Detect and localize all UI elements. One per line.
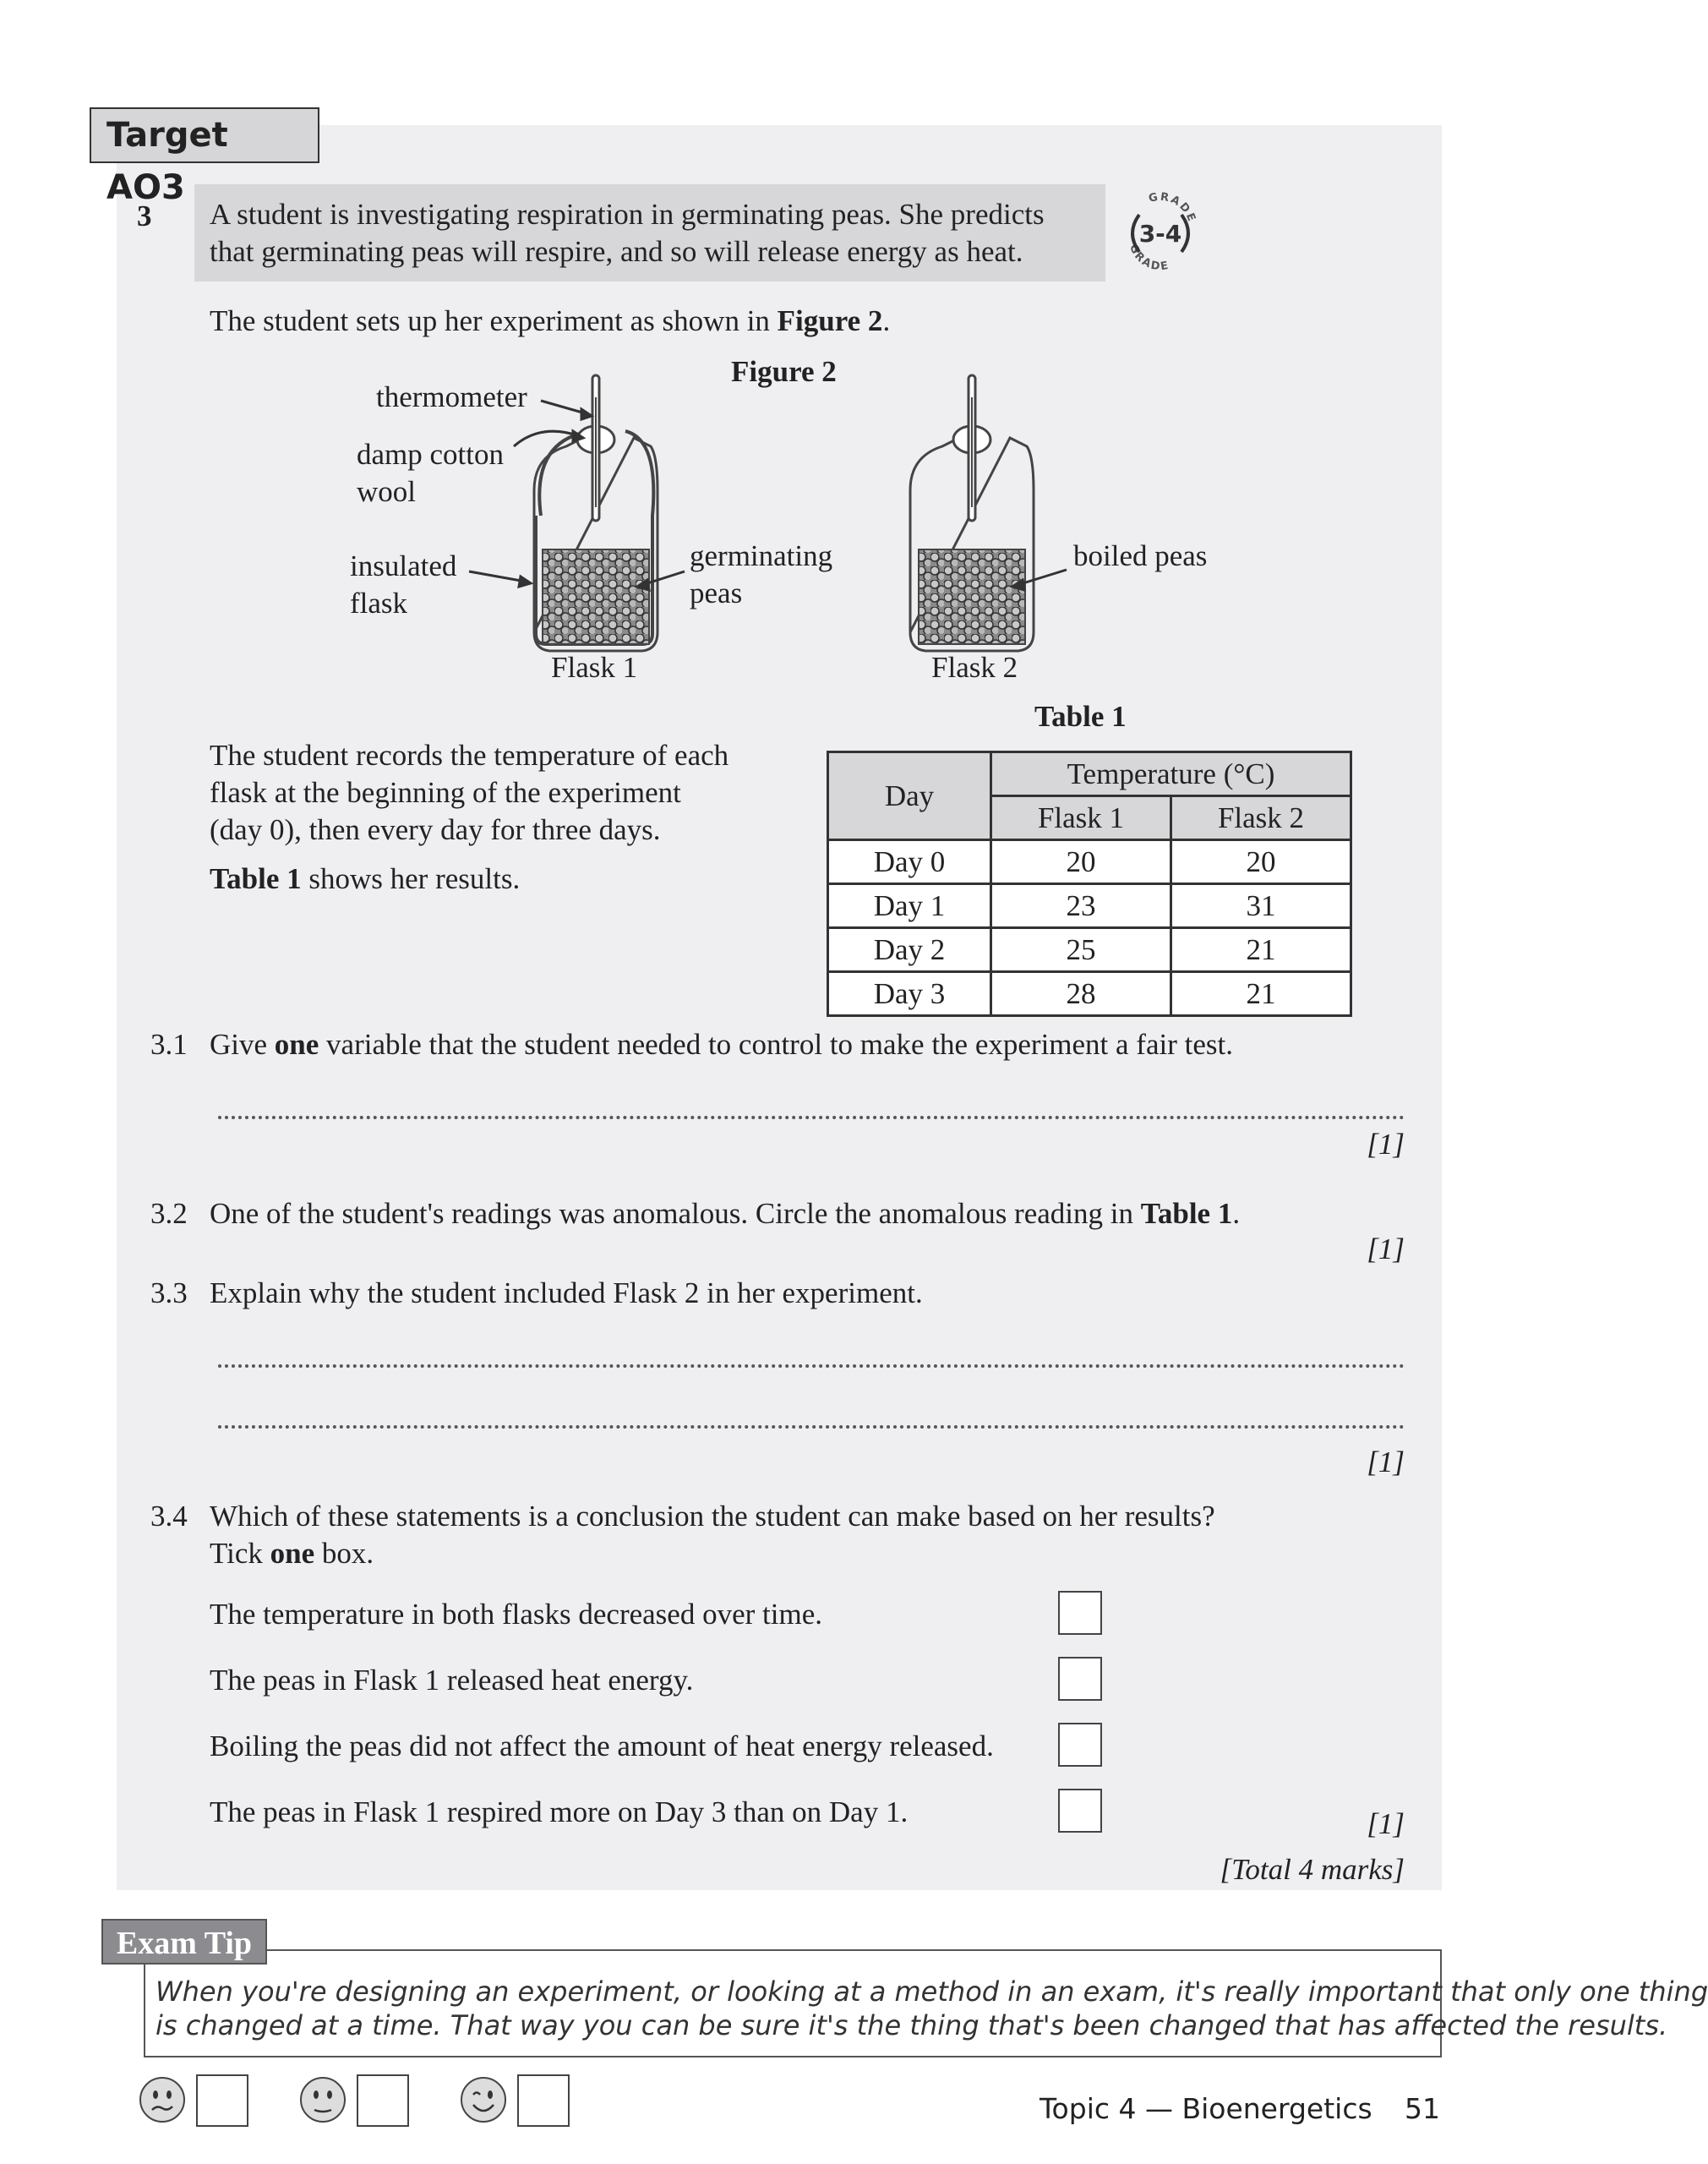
- self-assess-box-1[interactable]: [196, 2074, 248, 2127]
- q33-answer-line[interactable]: [218, 1422, 1405, 1429]
- label-flask-2: Flask 2: [931, 651, 1018, 684]
- intro-line-2: that germinating peas will respire, and so will release energy as heat.: [210, 235, 1023, 268]
- table-header-temperature: Temperature (°C): [991, 752, 1351, 796]
- exam-tip-line-2: is changed at a time. That way you can be sure it's the thing that's been changed that has affected the results.: [156, 2009, 1668, 2041]
- records-table-ref: Table 1 shows her results.: [210, 862, 521, 895]
- grade-word-top: GRADE: [1147, 190, 1198, 225]
- self-assess-box-3[interactable]: [517, 2074, 570, 2127]
- table-cell-flask-1: 28: [991, 972, 1171, 1016]
- option-text: The peas in Flask 1 released heat energy.: [210, 1664, 694, 1697]
- setup-text: The student sets up her experiment as shown in Figure 2.: [210, 304, 891, 337]
- sad-face-icon: [139, 2076, 186, 2123]
- q32-number: 3.2: [150, 1197, 188, 1230]
- q31-number: 3.1: [150, 1028, 188, 1061]
- table-title: Table 1: [1034, 700, 1127, 733]
- label-wool: wool: [357, 475, 416, 508]
- label-damp-cotton: damp cotton: [357, 438, 504, 471]
- table-cell-day: Day 1: [828, 884, 991, 928]
- q32-mark: [1]: [1367, 1232, 1405, 1265]
- grade-word-bottom: GRADE: [1127, 242, 1171, 274]
- exam-tip-label: Exam Tip: [101, 1919, 267, 1965]
- label-peas: peas: [690, 577, 743, 609]
- table-cell-flask-2: 21: [1171, 972, 1351, 1016]
- label-flask: flask: [350, 587, 408, 620]
- results-table: [827, 751, 1352, 1017]
- q34-tick-instruction: Tick one box.: [210, 1537, 374, 1570]
- q34-text: Which of these statements is a conclusion the student can make based on her results?: [210, 1500, 1215, 1533]
- q31-text: Give one variable that the student needed to control to make the experiment a fair test.: [210, 1028, 1233, 1061]
- table-cell-day: Day 2: [828, 928, 991, 972]
- table-row: [828, 884, 1351, 928]
- table-header-flask-2: Flask 2: [1171, 796, 1351, 840]
- flask-1-icon: [534, 375, 658, 651]
- table-cell-day: Day 0: [828, 840, 991, 884]
- footer-topic: Topic 4 — Bioenergetics: [1040, 2092, 1372, 2125]
- label-flask-1: Flask 1: [551, 651, 638, 684]
- grade-badge-icon: [1114, 186, 1207, 279]
- grade-value: 3-4: [1138, 220, 1182, 248]
- q33-text: Explain why the student included Flask 2 in her experiment.: [210, 1276, 923, 1309]
- self-assess-box-2[interactable]: [357, 2074, 409, 2127]
- page-number: 51: [1405, 2092, 1440, 2125]
- records-line-3: (day 0), then every day for three days.: [210, 813, 661, 846]
- flask-2-icon: [910, 375, 1034, 651]
- table-cell-flask-2: 31: [1171, 884, 1351, 928]
- tick-box[interactable]: [1058, 1657, 1102, 1701]
- option-text: Boiling the peas did not affect the amount of heat energy released.: [210, 1730, 994, 1762]
- q31-mark: [1]: [1367, 1128, 1405, 1161]
- table-header-day: Day: [828, 752, 991, 840]
- table-cell-flask-2: 20: [1171, 840, 1351, 884]
- label-boiled-peas: boiled peas: [1073, 539, 1208, 572]
- label-germinating: germinating: [690, 539, 833, 572]
- label-insulated: insulated: [350, 549, 457, 582]
- q34-number: 3.4: [150, 1500, 188, 1533]
- option-text: The temperature in both flasks decreased over time.: [210, 1598, 822, 1631]
- label-thermometer: thermometer: [376, 380, 527, 413]
- table-cell-flask-1: 23: [991, 884, 1171, 928]
- tick-box[interactable]: [1058, 1789, 1102, 1833]
- table-row: [828, 928, 1351, 972]
- total-marks: [Total 4 marks]: [1220, 1853, 1405, 1886]
- exam-tip-line-1: When you're designing an experiment, or looking at a method in an exam, it's really important that only one thing: [156, 1975, 1708, 2008]
- tick-box[interactable]: [1058, 1591, 1102, 1635]
- q34-mark: [1]: [1367, 1807, 1405, 1840]
- figure-title: Figure 2: [731, 355, 837, 388]
- tick-box[interactable]: [1058, 1723, 1102, 1767]
- records-line-1: The student records the temperature of each: [210, 739, 729, 772]
- neutral-face-icon: [299, 2076, 347, 2123]
- records-line-2: flask at the beginning of the experiment: [210, 776, 681, 809]
- happy-face-icon: [460, 2076, 507, 2123]
- q31-answer-line[interactable]: [218, 1112, 1405, 1119]
- table-cell-flask-1: 25: [991, 928, 1171, 972]
- q33-answer-line[interactable]: [218, 1361, 1405, 1368]
- intro-line-1: A student is investigating respiration in germinating peas. She predicts: [210, 198, 1045, 231]
- question-number: 3: [137, 199, 152, 232]
- table-cell-flask-2: 21: [1171, 928, 1351, 972]
- q33-mark: [1]: [1367, 1445, 1405, 1478]
- section-label: Target AO3: [90, 107, 319, 163]
- table-cell-day: Day 3: [828, 972, 991, 1016]
- table-row: [828, 972, 1351, 1016]
- table-cell-flask-1: 20: [991, 840, 1171, 884]
- q33-number: 3.3: [150, 1276, 188, 1309]
- option-text: The peas in Flask 1 respired more on Day 3 than on Day 1.: [210, 1795, 909, 1828]
- table-header-flask-1: Flask 1: [991, 796, 1171, 840]
- q32-text: One of the student's readings was anomalous. Circle the anomalous reading in Table 1.: [210, 1197, 1241, 1230]
- table-row: [828, 840, 1351, 884]
